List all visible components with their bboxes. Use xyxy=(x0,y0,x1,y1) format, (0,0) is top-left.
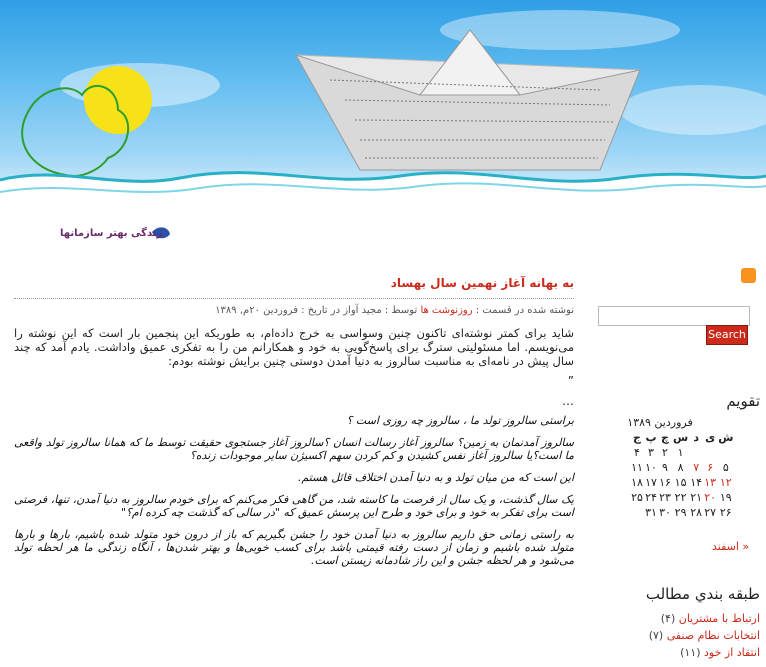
quote-paragraph: براستی سالروز تولد ما ، سالروز چه روزی است ؟ xyxy=(346,414,574,427)
quote-paragraph: به راستی زمانی حق داریم سالروز به دنیا آمدن خود را جشن بگیریم که باز از درون خود متولد شده باشیم، بارها و بارها متولد شده باشیم و زمان از دست رفته قیمتی باشد برای کسب خوبی‌ها و بهتر شدن‌ها ، آنگاه زندگی ما هر لحظه تولد می‌شود و هر لحظه جشن و این راز شادمانه زیستن است. xyxy=(14,528,574,567)
weekday-header: چ xyxy=(661,431,669,444)
calendar-day: ۲۱ xyxy=(690,491,703,504)
calendar-day: ۴ xyxy=(634,446,640,459)
sun-icon xyxy=(84,66,152,134)
search-input[interactable] xyxy=(598,306,750,326)
site-header xyxy=(0,0,766,265)
category-item xyxy=(610,627,760,644)
calendar-day: ۲۹ xyxy=(674,506,687,519)
quote-open: ” xyxy=(567,374,574,388)
calendar-day: ۳۱ xyxy=(645,506,657,519)
quote-paragraph: سالروز آمدنمان به زمین؟ سالروز آغاز رسالت انسان ؟سالروز آغاز جستجوی حقیقت توسط ما که همانا سالروز تولد واقعی ما است؟یا سالروز آغاز نفس کشیدن و کم کردن سهم اکسیژن سایر موجودات زنده؟ xyxy=(14,436,574,462)
weekday-header: ج xyxy=(633,431,641,444)
calendar-day: ۵ xyxy=(722,461,729,474)
rss-icon[interactable] xyxy=(741,268,756,283)
calendar-day-link[interactable]: ۷ xyxy=(693,461,700,474)
calendar-day: ۲۶ xyxy=(719,506,732,519)
quote-ellipsis: … xyxy=(562,394,574,408)
categories-title: طبقه بندي مطالب xyxy=(645,585,760,603)
quote-paragraph: این است که من میان تولد و به دنیا آمدن اختلاف قائل هستم. xyxy=(297,471,574,484)
calendar-day: ۱۸ xyxy=(631,476,643,489)
category-link[interactable]: ارتباط با مشتریان xyxy=(678,612,760,625)
category-count: (۴) xyxy=(660,612,676,625)
weekday-header: س xyxy=(673,431,689,444)
meta-category-link[interactable]: روزنوشت ها xyxy=(420,305,473,316)
calendar-day-link[interactable]: ۱۲ xyxy=(719,476,732,489)
category-link[interactable]: انتقاد از خود xyxy=(704,646,760,659)
category-count: (۷) xyxy=(648,629,664,642)
calendar-day: ۲۴ xyxy=(645,491,657,504)
calendar-day: ۱۴ xyxy=(690,476,703,489)
calendar-day xyxy=(703,445,717,460)
calendar-day-link[interactable]: ۱۳ xyxy=(704,476,717,489)
post-intro: شاید برای کمتر نوشته‌ای تاکنون چنین وسواسی به خرج داده‌ام، به طوریکه این پنجمین بار است که این نوشته را می‌نویسم. اما مسئولیتی سترگ برای پاسخ‌گویی به خود و همکارانم من را به تفکری عمیق واداشت. یادم آمد که چند سال پیش در نامه‌ای به مناسبت سالروز به دنیا آمدن دوستی چنین برایش نوشته بودم: xyxy=(14,326,574,368)
post-meta xyxy=(14,305,574,316)
meta-suffix: توسط : مجید آواز در تاریخ : فروردین ۲۰م, ۱۳۸۹ xyxy=(215,305,421,316)
calendar-title: تقویم xyxy=(726,392,760,410)
calendar-day: ۱۷ xyxy=(645,476,657,489)
calendar-table xyxy=(630,430,734,520)
calendar-day: ۲۵ xyxy=(631,491,643,504)
logo-text: زندگی بهتر سازمانها xyxy=(60,228,163,239)
calendar-day: ۲۸ xyxy=(690,506,703,519)
calendar-day xyxy=(630,505,644,520)
weekday-header: ش xyxy=(718,431,734,444)
category-item xyxy=(610,644,760,661)
paper-boat-icon xyxy=(296,30,640,170)
calendar-day: ۲ xyxy=(662,446,668,459)
calendar-day: ۱۵ xyxy=(674,476,687,489)
calendar-day: ۸ xyxy=(677,461,684,474)
post-title[interactable]: به بهانه آغاز نهمین سال بهساد xyxy=(390,276,574,290)
calendar-day: ۱۶ xyxy=(659,476,671,489)
calendar-day: ۳ xyxy=(648,446,654,459)
calendar-day xyxy=(689,445,703,460)
calendar-day: ۲۷ xyxy=(704,506,717,519)
calendar-day: ۱۰ xyxy=(645,461,657,474)
weekday-header: پ xyxy=(645,431,657,444)
calendar-day: ۱۹ xyxy=(719,491,732,504)
calendar-month: فروردین ۱۳۸۹ xyxy=(627,416,693,429)
quote-paragraph: یک سال گذشت، و یک سال از فرصت ما کاسته شد، من گاهی فکر می‌کنم که برای خودم سالروز به دنیا آمدن، تنها، فرصتی است برای تفکر به خود و برای خود و طرح این پرسش عمیق که "در سالی که گذشت چه کرده ام؟" xyxy=(14,493,574,519)
header-banner xyxy=(0,0,766,265)
calendar-prev-link[interactable]: « اسفند xyxy=(712,540,750,553)
calendar-day-link[interactable]: ۲۰ xyxy=(704,491,717,504)
calendar-day-link[interactable]: ۶ xyxy=(707,461,714,474)
calendar-day: ۹ xyxy=(662,461,668,474)
title-divider xyxy=(14,298,574,299)
calendar-day: ۱ xyxy=(677,446,684,459)
search-button[interactable]: Search xyxy=(706,325,748,345)
calendar-day xyxy=(717,445,734,460)
categories-list xyxy=(610,610,760,661)
calendar-day: ۲۳ xyxy=(659,491,671,504)
calendar-day: ۱۱ xyxy=(631,461,643,474)
category-link[interactable]: انتخابات نظام صنفی xyxy=(666,629,760,642)
weekday-header: د xyxy=(693,431,700,444)
calendar-day: ۲۲ xyxy=(674,491,687,504)
category-count: (۱۱) xyxy=(680,646,701,659)
calendar-day: ۳۰ xyxy=(659,506,671,519)
weekday-header: ی xyxy=(705,431,716,444)
main-content xyxy=(14,270,574,576)
category-item xyxy=(610,610,760,627)
meta-prefix: نوشته شده در قسمت : xyxy=(472,305,574,316)
